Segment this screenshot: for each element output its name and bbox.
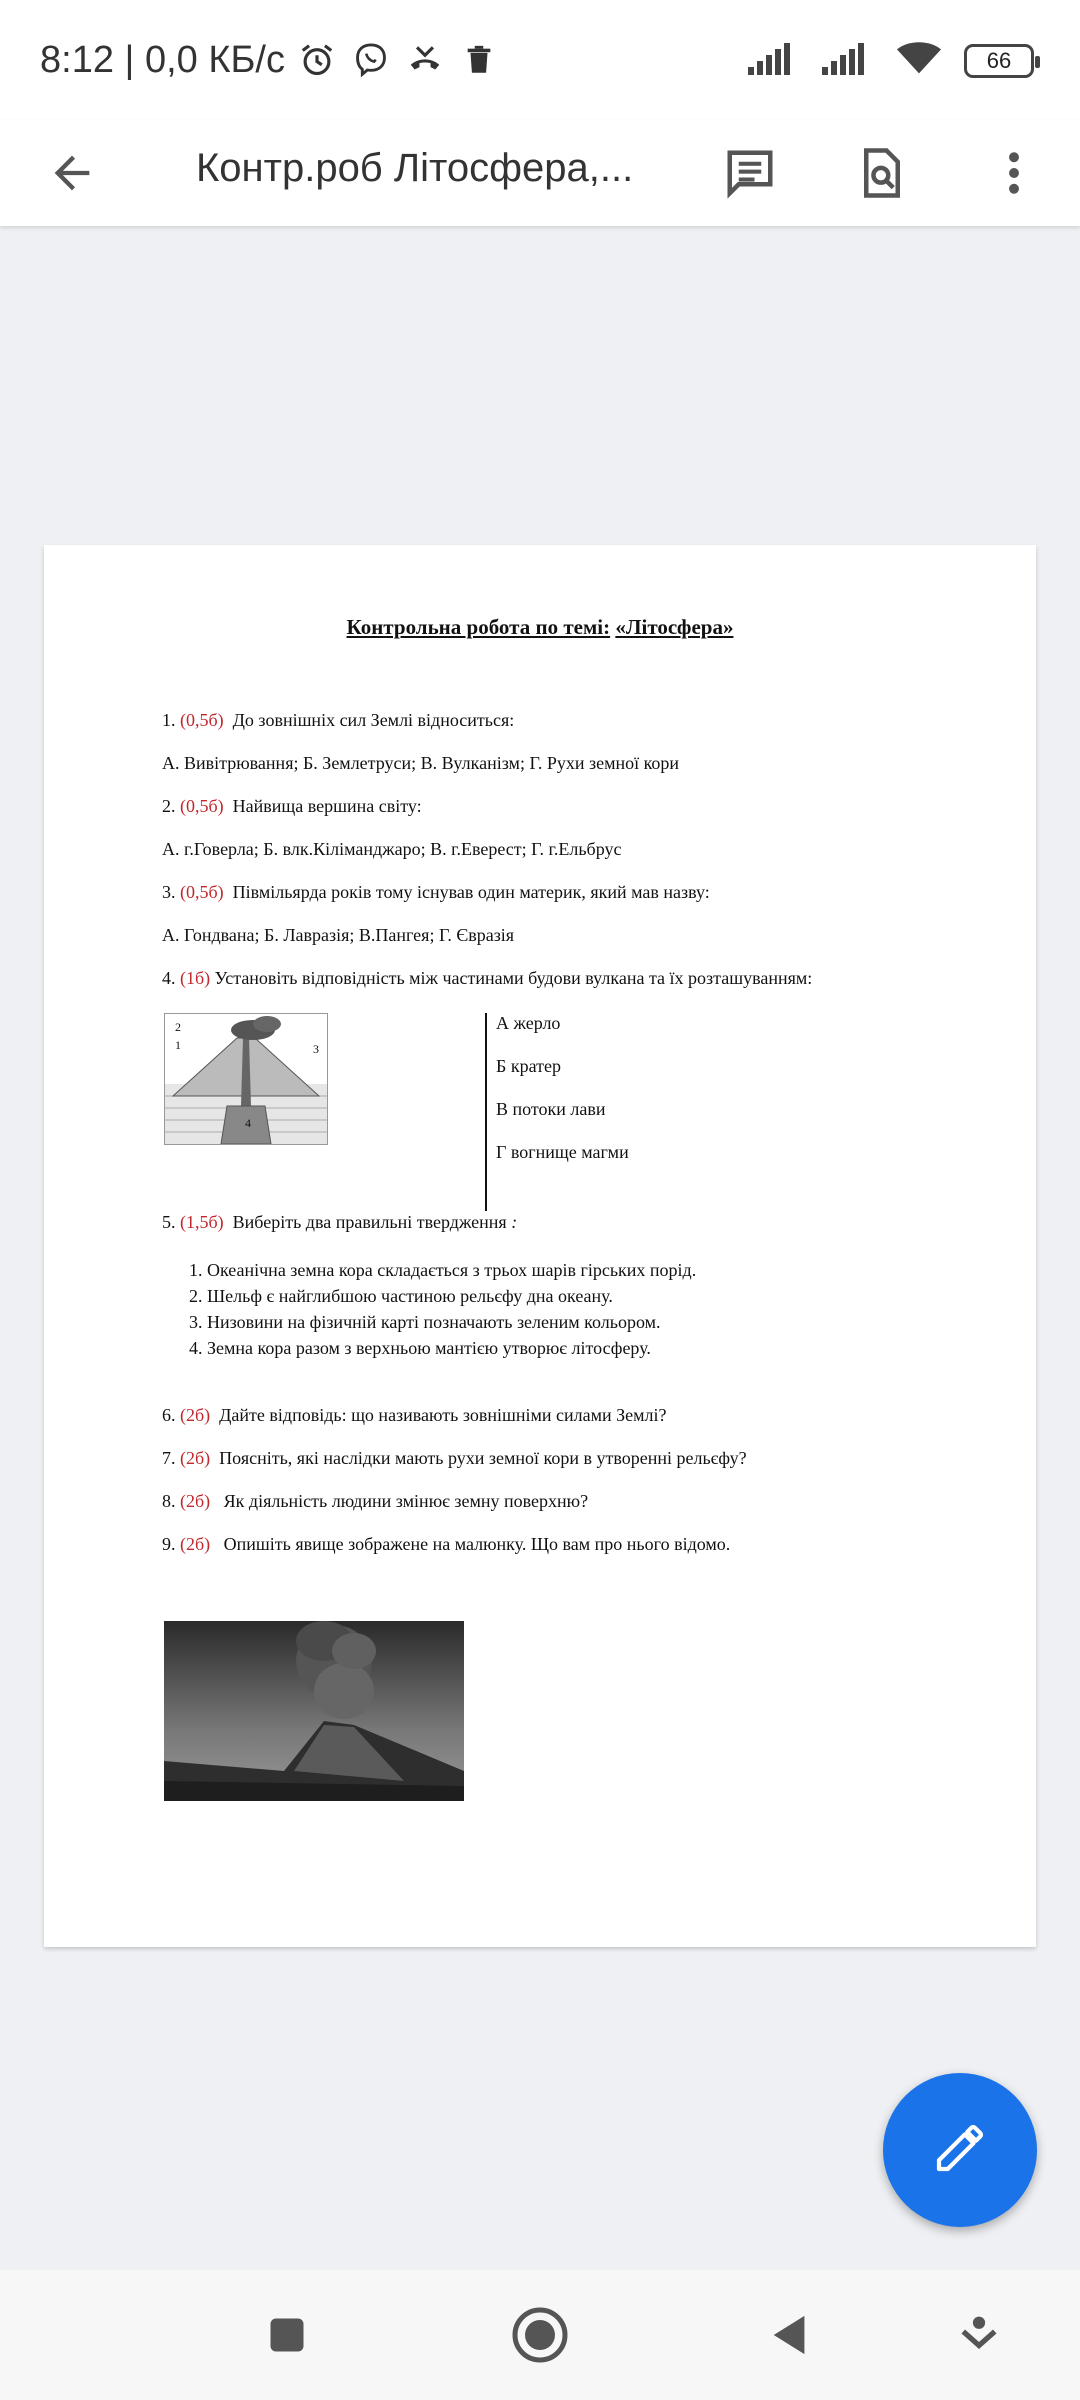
battery-icon <box>964 44 1034 78</box>
question-4: 4. (1б) Установіть відповідність між частинами будови вулкана та їх розташуванням: <box>162 968 813 988</box>
diagram-label-4: 4 <box>245 1116 251 1130</box>
home-circle-icon[interactable] <box>505 2300 575 2370</box>
document-page[interactable] <box>44 545 1036 1947</box>
comment-icon[interactable] <box>718 141 782 205</box>
status-left <box>40 38 501 82</box>
more-vert-icon[interactable] <box>982 141 1046 205</box>
list-item: 4. Земна кора разом з верхньою мантією утворює літосферу. <box>189 1338 651 1358</box>
wifi-icon <box>896 40 942 81</box>
question-5: 5. (1,5б) Виберіть два правильні твердження : <box>162 1212 518 1232</box>
missed-call-icon <box>403 38 447 82</box>
question-9: 9. (2б) Опишіть явище зображене на малюнку. Що вам про нього відомо. <box>162 1534 731 1554</box>
recents-square-icon[interactable] <box>252 2300 322 2370</box>
alarm-icon <box>295 38 339 82</box>
battery-level: 66 <box>986 47 1012 73</box>
edit-pencil-icon <box>932 2120 988 2181</box>
list-item: 2. Шельф є найглибшою частиною рельєфу дна океану. <box>189 1286 613 1306</box>
list-item: 1. Океанічна земна кора складається з трьох шарів гірських порід. <box>189 1260 697 1280</box>
signal-icon <box>748 41 800 80</box>
navigation-bar <box>0 2270 1080 2400</box>
question-6: 6. (2б) Дайте відповідь: що називають зовнішніми силами Землі? <box>162 1405 667 1425</box>
option-d: Г вогнище магми <box>496 1142 629 1162</box>
question-7: 7. (2б) Поясніть, які наслідки мають рухи земної кори в утворенні рельєфу? <box>162 1448 747 1468</box>
question-8: 8. (2б) Як діяльність людини змінює земну поверхню? <box>162 1491 589 1511</box>
signal-icon <box>822 41 874 80</box>
volcano-diagram <box>164 1013 328 1145</box>
document-title: Контр.роб Літосфера,... <box>196 146 634 190</box>
question-2-answers: А. г.Говерла; Б. влк.Кіліманджаро; В. г.Еверест; Г. г.Ельбрус <box>162 839 622 859</box>
option-a: А жерло <box>496 1013 561 1033</box>
diagram-label-1: 1 <box>175 1038 181 1052</box>
question-2: 2. (0,5б) Найвища вершина світу: <box>162 796 422 816</box>
divider-line <box>485 1013 487 1211</box>
back-triangle-icon[interactable] <box>756 2300 826 2370</box>
trash-icon <box>457 38 501 82</box>
question-3-answers: А. Гондвана; Б. Лавразія; В.Пангея; Г. Євразія <box>162 925 515 945</box>
option-c: В потоки лави <box>496 1099 606 1119</box>
question-1-answers: А. Вивітрювання; Б. Землетруси; В. Вулканізм; Г. Рухи земної кори <box>162 753 680 773</box>
edit-fab-button[interactable] <box>883 2073 1037 2227</box>
notification-pull-icon[interactable] <box>944 2300 1014 2370</box>
viber-icon <box>349 38 393 82</box>
volcano-photo <box>164 1621 464 1801</box>
doc-heading: Контрольна робота по темі: «Літосфера» <box>346 615 734 639</box>
app-bar <box>0 120 1080 226</box>
status-time-speed: 8:12 | 0,0 КБ/с <box>40 38 285 81</box>
diagram-label-2: 2 <box>175 1020 181 1034</box>
question-5-list <box>189 1257 696 1361</box>
option-b: Б кратер <box>496 1056 561 1076</box>
back-arrow-icon[interactable] <box>40 141 104 205</box>
find-in-page-icon[interactable] <box>850 141 914 205</box>
question-1: 1. (0,5б) До зовнішніх сил Землі відноситься: <box>162 710 515 730</box>
diagram-label-3: 3 <box>313 1042 319 1056</box>
status-bar <box>0 0 1080 120</box>
status-right <box>748 40 1034 81</box>
question-3: 3. (0,5б) Півмільярда років тому існував один материк, який мав назву: <box>162 882 710 902</box>
list-item: 3. Низовини на фізичній карті позначають зеленим кольором. <box>189 1312 661 1332</box>
